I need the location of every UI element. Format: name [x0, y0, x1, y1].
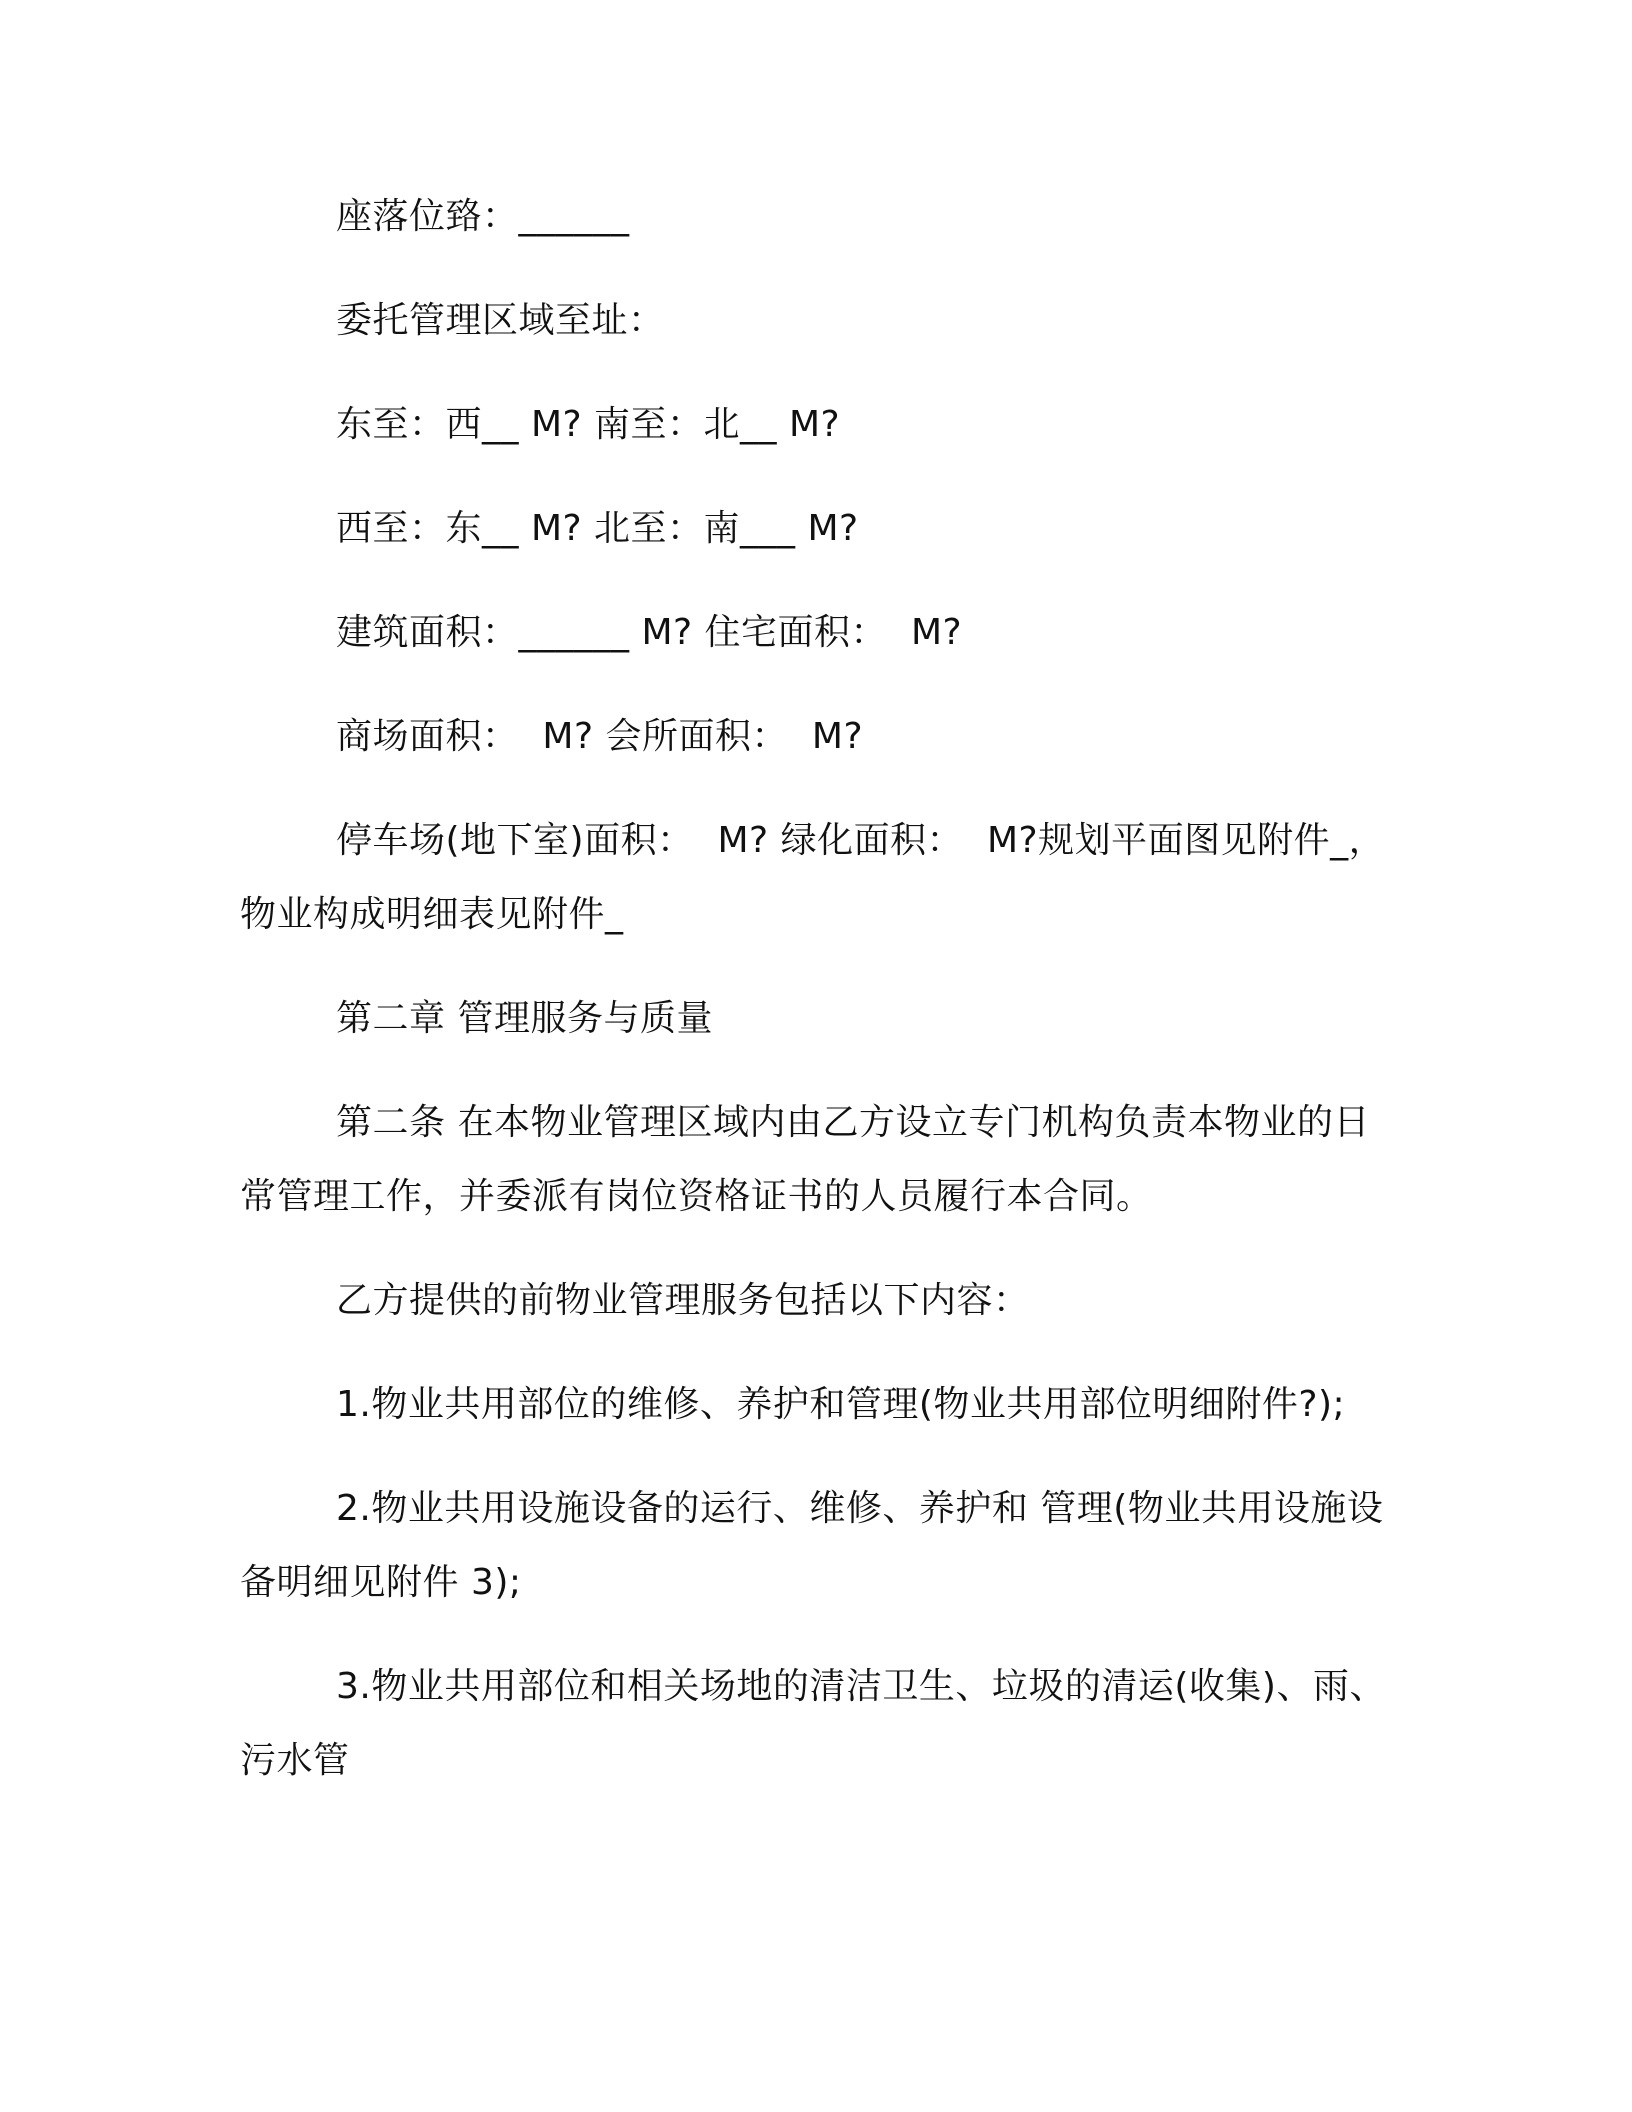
- chapter-heading: 第二章 管理服务与质量: [336, 998, 713, 1039]
- paragraph-building-area: 建筑面积：______ M? 住宅面积： M?: [336, 612, 963, 653]
- paragraph-managed-area: 委托管理区域至址：: [336, 300, 665, 341]
- paragraph-location: 座落位臵：______: [336, 196, 630, 237]
- paragraph-parking-area: 停车场(地下室)面积： M? 绿化面积： M?规划平面图见附件_，物业构成明细表见附件_: [240, 820, 1386, 935]
- paragraph-east-south: 东至：西__ M? 南至：北__ M?: [336, 404, 841, 445]
- list-item-3: 3.物业共用部位和相关场地的清洁卫生、垃圾的清运(收集)、雨、污水管: [240, 1666, 1386, 1781]
- list-item-1: 1.物业共用部位的维修、养护和管理(物业共用部位明细附件?);: [336, 1384, 1346, 1425]
- paragraph-west-north: 西至：东__ M? 北至：南___ M?: [336, 508, 859, 549]
- paragraph-mall-area: 商场面积： M? 会所面积： M?: [336, 716, 864, 757]
- list-item-2: 2.物业共用设施设备的运行、维修、养护和 管理(物业共用设施设备明细见附件 3);: [240, 1488, 1384, 1603]
- paragraph-services-intro: 乙方提供的前物业管理服务包括以下内容：: [336, 1280, 1030, 1321]
- paragraph-article-two: 第二条 在本物业管理区域内由乙方设立专门机构负责本物业的日常管理工作，并委派有岗位资格证书的人员履行本合同。: [240, 1102, 1370, 1217]
